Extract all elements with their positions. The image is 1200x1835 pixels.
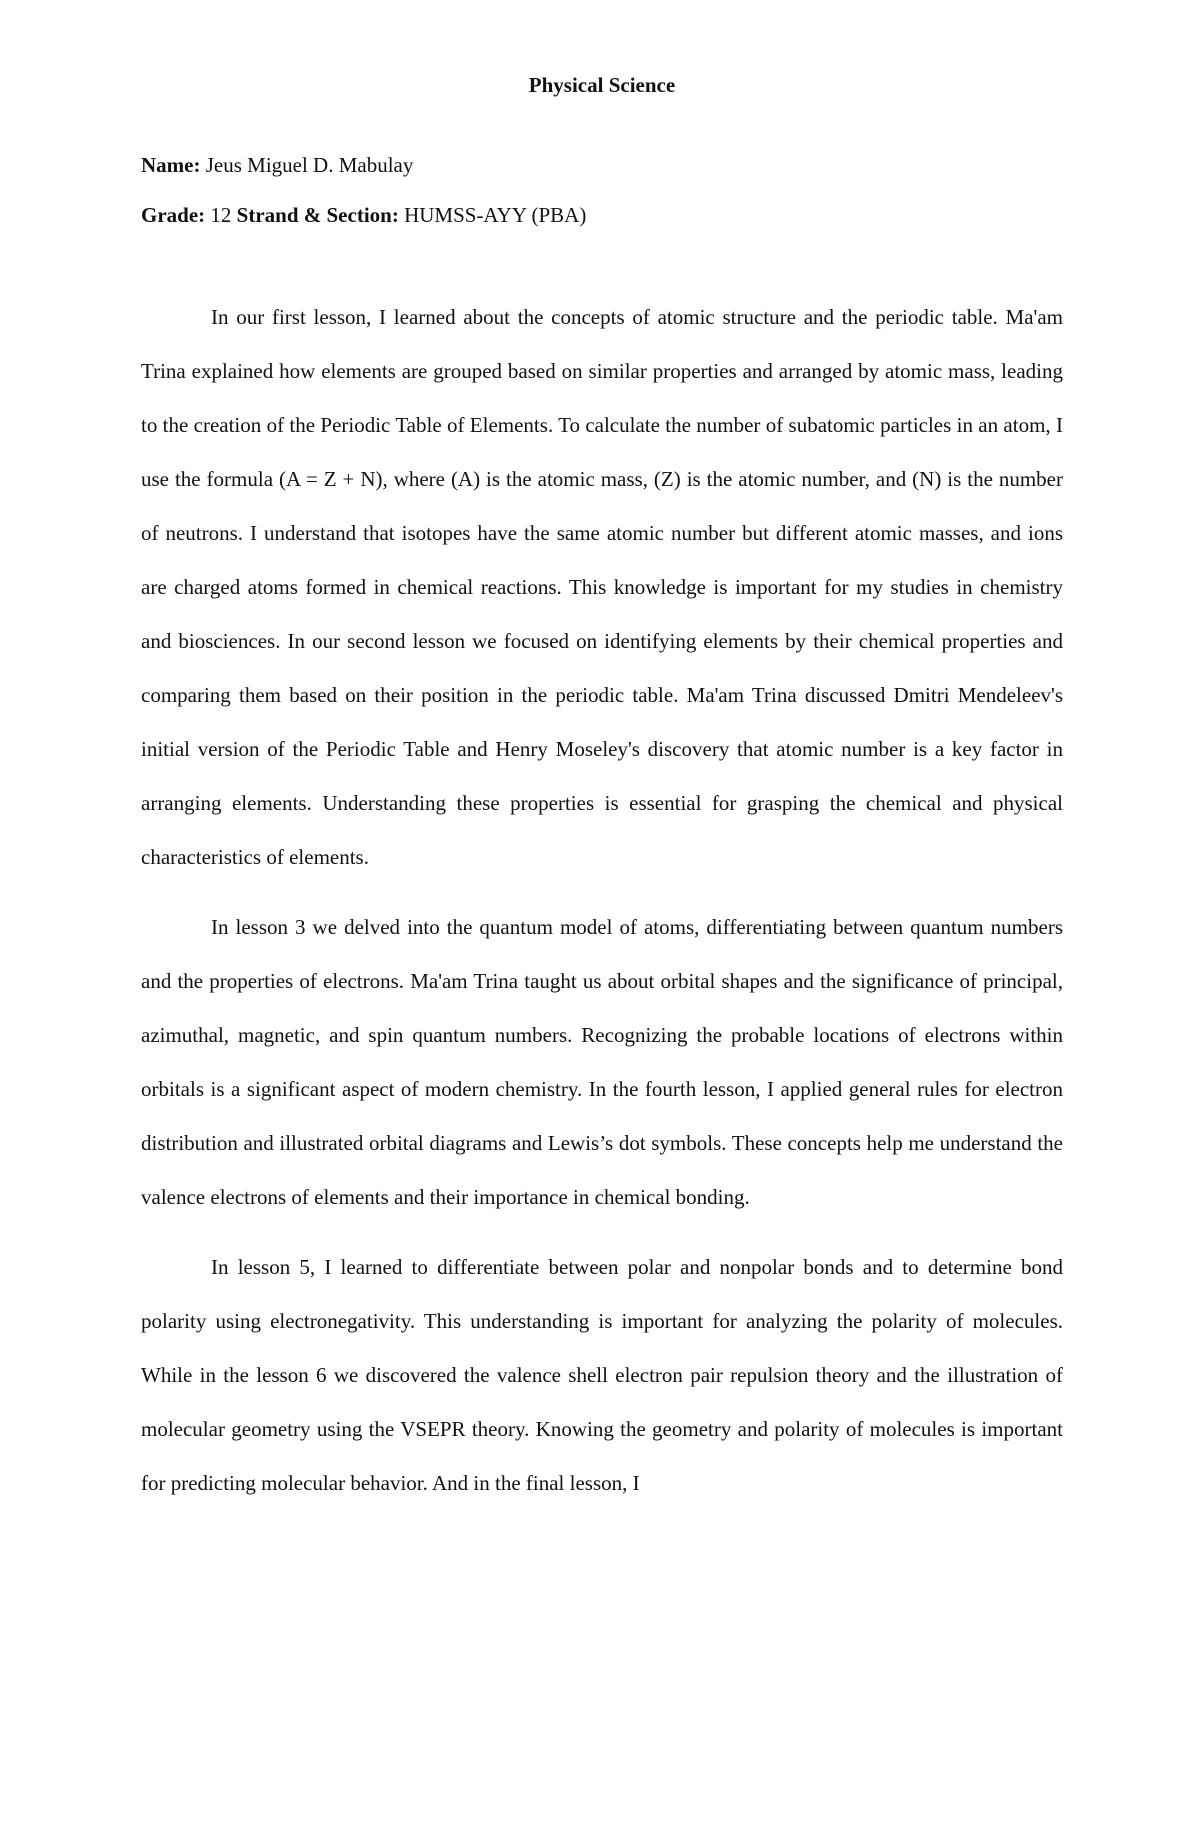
paragraph-1: In our first lesson, I learned about the concepts of atomic structure and the periodic table. Ma'am Trina explained how elements are grouped based on similar properties and arranged by atomic mass, leading to the creation of the Periodic Table of Elements. To calculate the number of subatomic particles in an atom, I use the formula (A = Z + N), where (A) is the atomic mass, (Z) is the atomic number, and (N) is the number of neutrons. I understand that isotopes have the same atomic number but different atomic masses, and ions are charged atoms formed in chemical reactions. This knowledge is important for my studies in chemistry and biosciences. In our second lesson we focused on identifying elements by their chemical properties and comparing them based on their position in the periodic table. Ma'am Trina discussed Dmitri Mendeleev's initial version of the Periodic Table and Henry Moseley's discovery that atomic number is a key factor in arranging elements. Understanding these properties is essential for grasping the chemical and physical characteristics of elements. (141, 305, 1063, 869)
paragraph-2: In lesson 3 we delved into the quantum model of atoms, differentiating between quantum numbers and the properties of electrons. Ma'am Trina taught us about orbital shapes and the significance of principal, azimuthal, magnetic, and spin quantum numbers. Recognizing the probable locations of electrons within orbitals is a significant aspect of modern chemistry. In the fourth lesson, I applied general rules for electron distribution and illustrated orbital diagrams and Lewis’s dot symbols. These concepts help me understand the valence electrons of elements and their importance in chemical bonding. (141, 915, 1063, 1209)
strand-value: HUMSS-AYY (PBA) (404, 203, 587, 227)
grade-label: Grade: (141, 203, 206, 227)
paragraph-3: In lesson 5, I learned to differentiate between polar and nonpolar bonds and to determine bond polarity using electronegativity. This understanding is important for analyzing the polarity of molecules. While in the lesson 6 we discovered the valence shell electron pair repulsion theory and the illustration of molecular geometry using the VSEPR theory. Knowing the geometry and polarity of molecules is important for predicting molecular behavior. And in the final lesson, I (141, 1255, 1063, 1495)
grade-line (141, 200, 1063, 230)
name-value: Jeus Miguel D. Mabulay (205, 153, 414, 177)
name-label: Name: (141, 153, 201, 177)
grade-value: 12 (210, 203, 232, 227)
strand-label: Strand & Section: (236, 203, 399, 227)
student-info (141, 150, 1063, 230)
document-title: Physical Science (528, 73, 676, 97)
name-line (141, 150, 1063, 180)
document-body (141, 70, 1063, 1526)
